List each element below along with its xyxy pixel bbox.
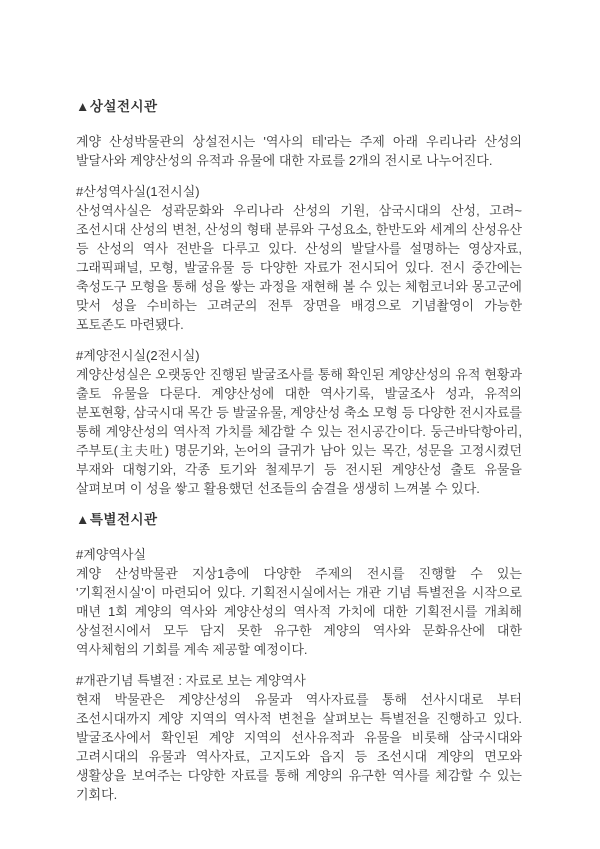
subsection-body-opening-special-exhibition: 현재 박물관은 계양산성의 유물과 역사자료를 통해 선사시대로 부터 조선시대까지 계양 지역의 역사적 변천을 살펴보는 특별전을 진행하고 있다. 발굴조사에서 확인된 계양 지역의 선사유적과 유물을 비롯해 삼국시대와 고려시대의 유물과 역사자료, 고지도와 읍지 등 조선시대 계양의 면모와 생활상을 보여주는 다양한 자료를 통해 계양의 유구한 역사를 체감할 수 있는 기회다. [76, 692, 522, 802]
subsection-body-sanseong-history-room: 산성역사실은 성곽문화와 우리나라 산성의 기원, 삼국시대의 산성, 고려~조선시대 산성의 변천, 산성의 형태 분류와 구성요소, 한반도와 세계의 산성유산 등 산성의 역사 전반을 다루고 있다. 산성의 발달사를 설명하는 영상자료, 그래픽패널, 모형, 발굴유물 등 다양한 자료가 전시되어 있다. 전시 중간에는 축성도구 모형을 통해 성을 쌓는 과정을 재현해 볼 수 있는 체험코너와 몽고군에 맞서 성을 수비하는 고려군의 전투 장면을 배경으로 기념촬영이 가능한 포토존도 마련됐다. [76, 203, 522, 332]
document-page [76, 97, 522, 816]
subsection-body-gyeyang-history-room: 계양 산성박물관 지상1층에 다양한 주제의 전시를 진행할 수 있는 '기획전시실'이 마련되어 있다. 기획전시실에서는 개관 기념 특별전을 시작으로 매년 1회 계양의 역사와 계양산성의 역사적 가치에 대한 기획전시를 개최해 상설전시에서 모두 담지 못한 유구한 계양의 역사와 문화유산에 대한 역사체험의 기회를 계속 제공할 예정이다. [76, 566, 522, 657]
subsection-sanseong-history-room [76, 182, 522, 334]
section-heading-permanent-exhibition: ▲상설전시관 [76, 99, 158, 114]
subsection-heading-gyeyang-exhibition-room: #계양전시실(2전시실) [76, 348, 200, 363]
permanent-intro-block [76, 132, 522, 170]
subsection-heading-gyeyang-history-room: #계양역사실 [76, 547, 147, 562]
subsection-gyeyang-exhibition-room [76, 346, 522, 498]
subsection-gyeyang-history-room [76, 545, 522, 659]
subsection-heading-sanseong-history-room: #산성역사실(1전시실) [76, 184, 200, 199]
subsection-body-gyeyang-exhibition-room: 계양산성실은 오랫동안 진행된 발굴조사를 통해 확인된 계양산성의 유적 현황과 출토 유물을 다룬다. 계양산성에 대한 역사기록, 발굴조사 성과, 유적의 분포현황, 삼국시대 목간 등 발굴유물, 계양산성 축소 모형 등 다양한 전시자료를 통해 계양산성의 역사적 가치를 체감할 수 있는 전시공간이다. 둥근바닥항아리, 주부토(主夫吐) 명문기와, 논어의 글귀가 남아 있는 목간, 성문을 고정시켰던 부재와 대형기와, 각종 토기와 철제무기 등 전시된 계양산성 출토 유물을 살펴보며 이 성을 쌓고 활용했던 선조들의 숨결을 생생히 느껴볼 수 있다. [76, 367, 522, 496]
section-heading-special-exhibition: ▲특별전시관 [76, 512, 158, 527]
permanent-intro-paragraph: 계양 산성박물관의 상설전시는 '역사의 테'라는 주제 아래 우리나라 산성의 발달사와 계양산성의 유적과 유물에 대한 자료를 2개의 전시로 나누어진다. [76, 134, 522, 168]
subsection-opening-special-exhibition [76, 671, 522, 804]
subsection-heading-opening-special-exhibition: #개관기념 특별전 : 자료로 보는 계양역사 [76, 673, 306, 688]
